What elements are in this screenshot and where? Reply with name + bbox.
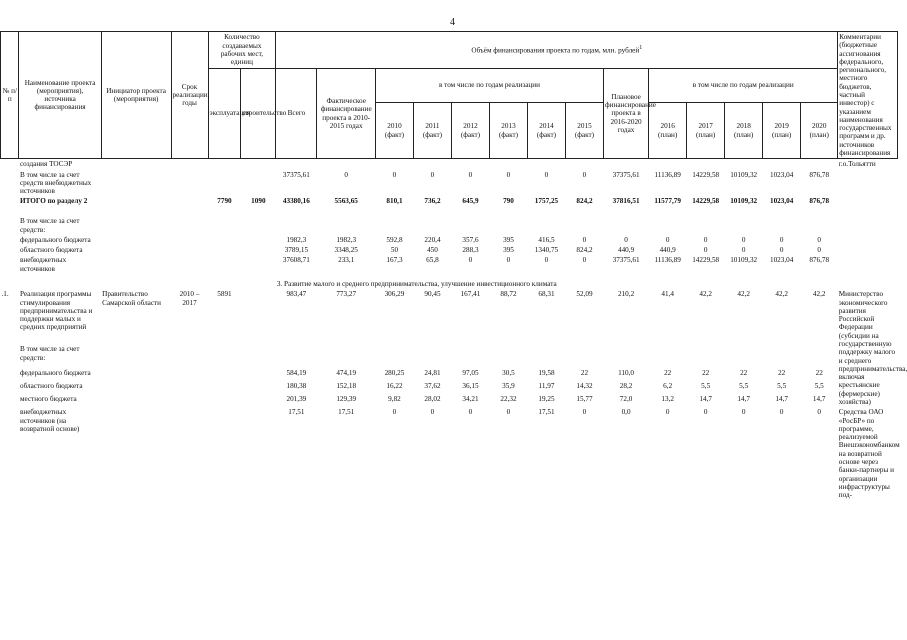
value-cell: 14229,58 (692, 256, 720, 265)
value-cell: 16,22 (386, 382, 403, 391)
value-cell: 19,58 (538, 369, 555, 378)
table-row (1, 170, 898, 197)
header-year-2011: 2011 (факт) (413, 103, 451, 159)
value-cell: 440,9 (617, 246, 635, 255)
value-cell: 0 (817, 408, 822, 417)
value-cell: 42,2 (699, 290, 712, 299)
header-term: Срок реализации, годы (171, 32, 208, 159)
header-by-years-fact: в том числе по годам реализации (375, 69, 603, 103)
value-cell: 1023,04 (769, 256, 794, 265)
table-row (1, 235, 898, 245)
value-cell: 1340,75 (534, 246, 559, 255)
table-header (1, 32, 898, 159)
value-cell: 34,21 (462, 395, 479, 404)
header-total: Всего (276, 69, 317, 159)
table-row-total (1, 196, 898, 216)
table-row (1, 381, 898, 394)
value-cell: 37608,71 (282, 256, 310, 265)
value-cell: 180,38 (286, 382, 307, 391)
value-cell: 0 (703, 408, 708, 417)
header-year-2020: 2020 (план) (801, 103, 838, 159)
value-cell: 19,25 (538, 395, 555, 404)
row-name: местного бюджета (19, 395, 77, 404)
value-cell: 0 (506, 408, 511, 417)
value-cell: 152,18 (336, 382, 357, 391)
value-cell: 0 (817, 235, 822, 244)
value-cell: 416,5 (538, 235, 555, 244)
row-name: областного бюджета (19, 382, 83, 391)
value-cell: 14229,58 (692, 170, 720, 179)
row-name: В том числе за счет средств: (19, 345, 80, 362)
value-cell: 22 (778, 369, 786, 378)
value-cell: 1982,3 (286, 235, 307, 244)
value-cell: 0 (779, 235, 784, 244)
value-cell: 6,2 (663, 382, 673, 391)
row-num: .1. (1, 290, 9, 299)
header-fact-total: Фактическое финансирование проекта в 2010-2015 годах (317, 69, 376, 159)
page-number: 4 (450, 17, 455, 28)
value-cell: 3348,25 (334, 246, 358, 255)
value-cell: 42,2 (812, 290, 826, 299)
value-cell: 14,7 (699, 395, 712, 404)
value-cell: 0 (344, 170, 348, 179)
row-name: ИТОГО по разделу 2 (19, 197, 88, 206)
row-name: В том числе за счет средств: (19, 217, 80, 234)
value-cell: 824,2 (576, 197, 593, 206)
table-row (1, 159, 898, 170)
value-cell: 15,77 (576, 395, 593, 404)
row-jobs-exploit: 7790 (217, 197, 232, 206)
value-cell: 22,32 (500, 395, 517, 404)
value-cell: 201,39 (286, 395, 307, 404)
value-cell: 773,27 (336, 290, 357, 299)
value-cell: 90,45 (424, 290, 441, 299)
value-cell: 13,2 (661, 395, 674, 404)
header-finance-footnote: 1 (639, 45, 643, 52)
value-cell: 395 (503, 235, 514, 244)
row-comment: Министерство экономического развития Российской Федерации (субсидии на государственную поддержку малого и среднего предпринимательства, включая крестьянские (фермерские) хозяйства) (838, 290, 907, 406)
value-cell: 790 (503, 197, 514, 206)
value-cell: 0 (430, 408, 435, 417)
table-row (1, 407, 898, 500)
value-cell: 42,2 (737, 290, 750, 299)
row-comment: Средства ОАО «РосБР» по программе, реализуемой Внешэкономбанком на возвратной основе через банки-партнеры и организации инфраструктуры под- (838, 408, 900, 500)
value-cell: 810,1 (386, 197, 403, 206)
section-row (1, 274, 898, 289)
value-cell: 876,78 (809, 170, 830, 179)
value-cell: 0 (741, 246, 746, 255)
row-name: создания ТОСЭР (19, 160, 73, 169)
value-cell: 5563,65 (334, 197, 358, 206)
table-row (1, 255, 898, 274)
value-cell: 30,5 (502, 369, 515, 378)
value-cell: 584,19 (286, 369, 307, 378)
row-jobs-build: 1090 (251, 197, 266, 206)
value-cell: 592,8 (386, 235, 403, 244)
value-cell: 0 (392, 170, 397, 179)
value-cell: 28,02 (424, 395, 441, 404)
value-cell: 0 (468, 256, 473, 265)
table-row (1, 394, 898, 407)
value-cell: 35,9 (502, 382, 515, 391)
value-cell: 440,9 (659, 246, 676, 255)
value-cell: 280,25 (384, 369, 405, 378)
value-cell: 36,15 (462, 382, 479, 391)
value-cell: 14,7 (812, 395, 826, 404)
value-cell: 11136,89 (654, 256, 681, 265)
value-cell: 357,6 (462, 235, 479, 244)
value-cell: 3789,15 (284, 246, 309, 255)
value-cell: 68,31 (538, 290, 555, 299)
row-comment: г.о.Тольятти (838, 160, 876, 169)
value-cell: 42,2 (775, 290, 788, 299)
value-cell: 10109,32 (730, 197, 758, 206)
value-cell: 167,3 (386, 256, 403, 265)
value-cell: 10109,32 (730, 256, 758, 265)
value-cell: 0 (544, 170, 549, 179)
header-jobs-build: строительство (241, 69, 276, 159)
header-jobs-exploit: эксплуатация (208, 69, 241, 159)
value-cell: 1023,04 (769, 197, 794, 206)
value-cell: 14229,58 (692, 197, 720, 206)
value-cell: 97,05 (462, 369, 479, 378)
value-cell: 22 (702, 369, 710, 378)
row-jobs-exploit: 5891 (217, 290, 232, 299)
value-cell: 450 (427, 246, 438, 255)
value-cell: 37,62 (424, 382, 441, 391)
header-year-2018: 2018 (план) (725, 103, 763, 159)
value-cell: 11,97 (538, 382, 555, 391)
value-cell: 22 (580, 369, 589, 378)
value-cell: 50 (390, 246, 399, 255)
header-year-2017: 2017 (план) (687, 103, 725, 159)
header-jobs: Количество создаваемых рабочих мест, единиц (208, 32, 276, 69)
value-cell: 9,82 (388, 395, 401, 404)
value-cell: 0 (665, 408, 670, 417)
value-cell: 0 (430, 170, 435, 179)
header-comment: Комментарии (бюджетные ассигнования федерального, регионального, местного бюджетов, частный инвестор) с указанием наименования государственных программ и др. источников финансирования (838, 32, 898, 159)
value-cell: 0 (582, 170, 587, 179)
header-name: Наименование проекта (мероприятия), источника финансирования (19, 32, 101, 159)
value-cell: 0 (392, 408, 397, 417)
value-cell: 5,5 (777, 382, 787, 391)
value-cell: 129,39 (336, 395, 357, 404)
row-name: В том числе за счет средств внебюджетных источников (19, 170, 92, 196)
header-by-years-plan: в том числе по годам реализации (649, 69, 838, 103)
value-cell: 65,8 (426, 256, 439, 265)
value-cell: 0 (582, 235, 587, 244)
value-cell: 876,78 (809, 197, 830, 206)
row-initiator: Правительство Самарской области (102, 290, 162, 307)
value-cell: 5,5 (701, 382, 711, 391)
value-cell: 10109,32 (730, 170, 758, 179)
value-cell: 0 (468, 408, 473, 417)
value-cell: 14,7 (775, 395, 788, 404)
value-cell: 41,4 (661, 290, 674, 299)
value-cell: 0 (582, 256, 587, 265)
financing-table (0, 31, 907, 500)
row-name: внебюджетных источников (на возвратной основе) (19, 408, 80, 433)
header-year-2016: 2016 (план) (649, 103, 687, 159)
header-num: № п/п (1, 32, 19, 159)
value-cell: 983,47 (286, 290, 307, 299)
value-cell: 37816,51 (612, 197, 640, 206)
value-cell: 395 (503, 246, 514, 255)
value-cell: 0 (779, 408, 784, 417)
header-finance-text: Объём финансирования проекта по годам, млн. рублей (471, 46, 640, 55)
value-cell: 28,2 (619, 382, 633, 391)
table-row (1, 216, 898, 235)
table-row (1, 289, 898, 344)
value-cell: 37375,61 (282, 170, 310, 179)
value-cell: 17,51 (538, 408, 555, 417)
header-year-2013: 2013 (факт) (489, 103, 527, 159)
value-cell: 22 (740, 369, 748, 378)
header-year-2015: 2015 (факт) (565, 103, 603, 159)
row-name: федерального бюджета (19, 235, 91, 244)
header-year-2019: 2019 (план) (763, 103, 801, 159)
header-year-2014: 2014 (факт) (527, 103, 565, 159)
value-cell: 72,0 (619, 395, 633, 404)
value-cell: 110,0 (618, 369, 635, 378)
table-row (1, 368, 898, 381)
value-cell: 0 (741, 235, 746, 244)
table-body (1, 159, 907, 501)
value-cell: 210,2 (617, 290, 635, 299)
row-name: внебюджетных источников (19, 256, 67, 273)
value-cell: 0 (703, 235, 708, 244)
header-year-2012: 2012 (факт) (451, 103, 489, 159)
table-row (1, 344, 898, 368)
value-cell: 0 (665, 235, 670, 244)
value-cell: 220,4 (424, 235, 441, 244)
value-cell: 167,41 (460, 290, 481, 299)
row-name: Реализация программы стимулирования предпринимательства и поддержки малых и средних предприятий (19, 290, 93, 332)
value-cell: 37375,61 (612, 170, 640, 179)
value-cell: 24,81 (424, 369, 441, 378)
value-cell: 22 (815, 369, 823, 378)
row-name: областного бюджета (19, 246, 83, 255)
value-cell: 0 (624, 235, 628, 244)
row-term: 2010 – 2017 (179, 290, 200, 307)
value-cell: 37375,61 (612, 256, 640, 265)
value-cell: 17,51 (288, 408, 305, 417)
value-cell: 22 (664, 369, 672, 378)
value-cell: 1982,3 (336, 235, 357, 244)
value-cell: 824,2 (576, 246, 593, 255)
section-title: 3. Развитие малого и среднего предпринимательства, улучшение инвестиционного климата (276, 280, 557, 289)
header-finance (276, 32, 838, 69)
value-cell: 1023,04 (769, 170, 794, 179)
header-year-2010: 2010 (факт) (375, 103, 413, 159)
value-cell: 876,78 (809, 256, 830, 265)
value-cell: 233,1 (338, 256, 355, 265)
value-cell: 1757,25 (534, 197, 559, 206)
header-plan-total: Плановое финансирование проекта в 2016-2020 годах (603, 69, 648, 159)
value-cell: 52,09 (576, 290, 593, 299)
value-cell: 0 (817, 246, 822, 255)
value-cell: 88,72 (500, 290, 517, 299)
value-cell: 14,7 (737, 395, 750, 404)
value-cell: 0 (506, 256, 511, 265)
value-cell: 645,9 (462, 197, 479, 206)
value-cell: 0 (544, 256, 549, 265)
value-cell: 0,0 (621, 408, 631, 417)
value-cell: 736,2 (424, 197, 441, 206)
value-cell: 306,29 (384, 290, 405, 299)
header-initiator: Инициатор проекта (мероприятия) (101, 32, 171, 159)
value-cell: 0 (741, 408, 746, 417)
value-cell: 0 (779, 246, 784, 255)
value-cell: 0 (703, 246, 708, 255)
value-cell: 11136,89 (654, 170, 681, 179)
value-cell: 11577,79 (654, 197, 681, 206)
value-cell: 5,5 (739, 382, 749, 391)
value-cell: 0 (506, 170, 511, 179)
table-row (1, 245, 898, 255)
row-name: федерального бюджета (19, 369, 91, 378)
value-cell: 43380,16 (282, 197, 310, 206)
value-cell: 0 (582, 408, 587, 417)
value-cell: 0 (468, 170, 473, 179)
value-cell: 14,32 (576, 382, 593, 391)
value-cell: 288,3 (462, 246, 479, 255)
value-cell: 5,5 (814, 382, 824, 391)
value-cell: 17,51 (338, 408, 355, 417)
value-cell: 474,19 (336, 369, 357, 378)
